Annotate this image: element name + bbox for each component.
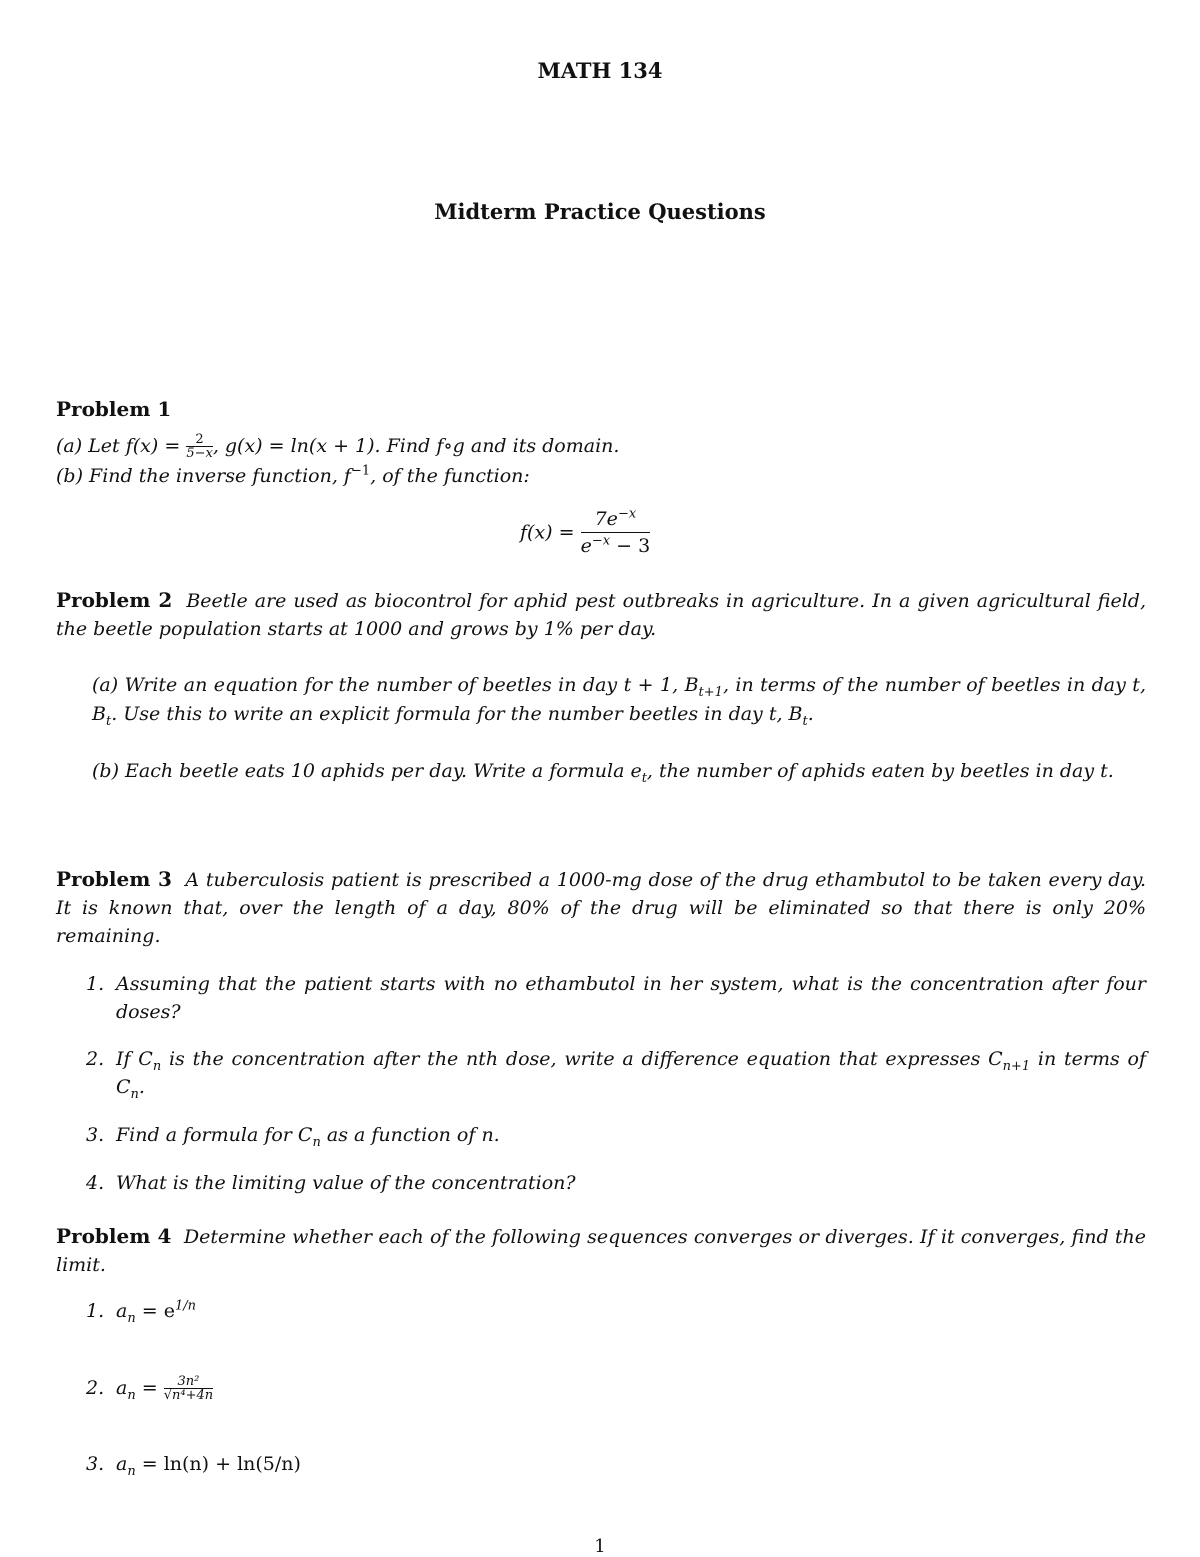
problem-1-part-b: (b) Find the inverse function, $f^{-1}$, of the function: <box>56 463 530 487</box>
problem-1-heading: Problem 1 <box>56 397 172 421</box>
list-item: 1. Assuming that the patient starts with no ethambutol in her system, what is the concentration after four doses? <box>86 973 1146 1023</box>
fraction: $\frac{\text{3n²}}{\text{√n⁴+4n}}$ <box>163 1374 214 1403</box>
page-number: 1 <box>594 1536 606 1557</box>
list-item: 3. $a_n = \ln(n) + \ln(5/n)$ <box>86 1453 301 1479</box>
problem-4-heading: Problem 4 <box>56 1224 172 1248</box>
problem-2-heading: Problem 2 <box>56 588 173 612</box>
problem-1-equation: f(x) = $\frac{7e^{-x}}{e^{-x} - 3}$ <box>520 506 651 557</box>
problem-2-intro: Problem 2 Beetle are used as biocontrol for aphid pest outbreaks in agriculture. In a given agricultural field, the beetle population starts at 1000 and grows by 1% per day. <box>56 588 1146 640</box>
list-item: 4. What is the limiting value of the concentration? <box>86 1172 576 1194</box>
problem-3-heading: Problem 3 <box>56 867 172 891</box>
problem-3-intro: Problem 3 A tuberculosis patient is prescribed a 1000-mg dose of the drug ethambutol to be taken every day. It is known that, over the length of a day, 80% of the drug will be eliminated so that there is only 20% remaining. <box>56 867 1146 947</box>
list-item: 2. If $C_n$ is the concentration after the nth dose, write a difference equation that expresses $C_{n+1}$ in terms of $C_n$. <box>86 1048 1146 1102</box>
list-item: 1. $a_n = e^{1/n}$ <box>86 1298 196 1326</box>
list-item: 2. $a_n$ = $\frac{\text{3n²}}{\text{√n⁴+4n}}$ <box>86 1374 214 1403</box>
problem-2-part-a: (a) Write an equation for the number of beetles in day t + 1, $B_{t+1}$, in terms of the number of beetles in day t, $B_t$. Use this to write an explicit formula for the number beetles in day t, $B_t$. <box>92 674 1146 729</box>
course-title: MATH 134 <box>537 58 663 83</box>
problem-1-part-a: (a) Let f(x) = $\frac{2}{5-x}$ , g(x) = ln(x + 1). Find f∘g and its domain. <box>56 432 620 461</box>
fraction: $\frac{2}{5-x}$ <box>186 432 213 461</box>
list-item: 3. Find a formula for $C_n$ as a function of n. <box>86 1124 500 1150</box>
problem-2-part-b: (b) Each beetle eats 10 aphids per day. Write a formula $e_t$, the number of aphids eaten by beetles in day t. <box>92 760 1114 786</box>
page-subtitle: Midterm Practice Questions <box>434 199 766 224</box>
problem-4-intro: Problem 4 Determine whether each of the following sequences converges or diverges. If it converges, find the limit. <box>56 1224 1146 1276</box>
